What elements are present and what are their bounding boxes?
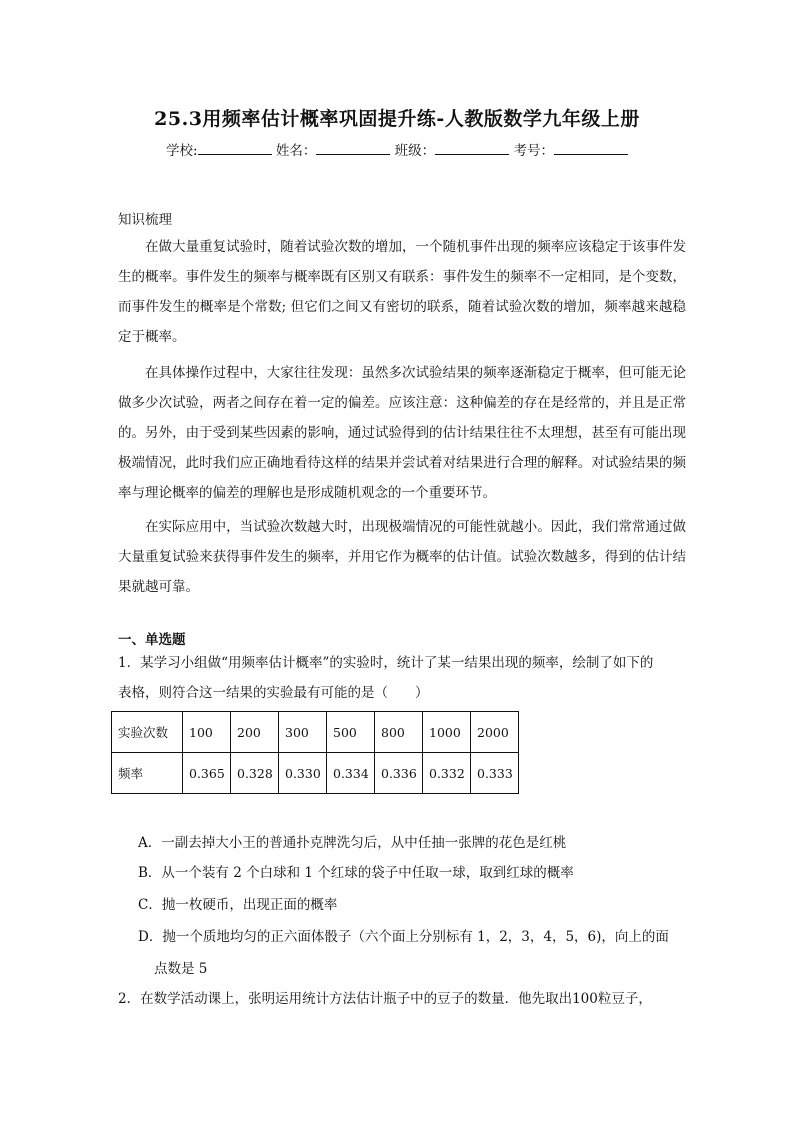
name-blank[interactable]	[316, 140, 390, 155]
name-label: 姓名：	[275, 143, 317, 159]
knowledge-heading: 知识梳理	[118, 212, 172, 228]
table-cell: 0.330	[279, 753, 327, 794]
table-cell: 0.328	[231, 753, 279, 794]
table-row	[112, 753, 519, 794]
table-cell: 0.336	[375, 753, 423, 794]
knowledge-paragraph-1: 在做大量重复试验时，随着试验次数的增加，一个随机事件出现的频率应该稳定于该事件发生的概率。事件发生的频率与概率既有区别又有联系：事件发生的频率不一定相同，是个变数，而事件发生的概率是个常数; 但它们之间又有密切的联系，随着试验次数的增加，频率越来越稳定于概率。	[118, 239, 686, 345]
table-cell: 2000	[471, 712, 519, 753]
table-cell: 0.334	[327, 753, 375, 794]
class-label: 班级：	[394, 143, 436, 159]
question-1-option-c[interactable]: C．抛一枚硬币，出现正面的概率	[138, 897, 338, 913]
table-cell: 0.333	[471, 753, 519, 794]
student-info-line	[0, 139, 794, 159]
question-2-line-1: 2．在数学活动课上，张明运用统计方法估计瓶子中的豆子的数量．他先取出100粒豆子，	[118, 991, 652, 1007]
question-1-line-1: 1．某学习小组做“用频率估计概率”的实验时，统计了某一结果出现的频率，绘制了如下的	[118, 655, 654, 671]
question-1-line-2: 表格，则符合这一结果的实验最有可能的是（ ）	[118, 685, 429, 701]
table-cell: 500	[327, 712, 375, 753]
question-1-option-a[interactable]: A．一副去掉大小王的普通扑克牌洗匀后，从中任抽一张牌的花色是红桃	[138, 835, 567, 851]
knowledge-paragraph-3: 在实际应用中，当试验次数越大时，出现极端情况的可能性就越小。因此，我们常常通过做大量重复试验来获得事件发生的频率，并用它作为概率的估计值。试验次数越多，得到的估计结果就越可靠。	[118, 519, 686, 595]
frequency-table	[111, 711, 519, 794]
table-cell: 0.365	[183, 753, 231, 794]
section-single-choice-heading: 一、单选题	[118, 632, 186, 648]
table-cell: 100	[183, 712, 231, 753]
table-header-frequency: 频率	[112, 753, 183, 794]
table-cell: 0.332	[423, 753, 471, 794]
question-1-option-d[interactable]: D．抛一个质地均匀的正六面体骰子（六个面上分别标有 1，2，3，4，5，6)，向上的面	[138, 929, 669, 945]
table-cell: 300	[279, 712, 327, 753]
school-label: 学校:	[166, 143, 198, 159]
knowledge-paragraph-2: 在具体操作过程中，大家往往发现：虽然多次试验结果的频率逐渐稳定于概率，但可能无论做多少次试验，两者之间存在着一定的偏差。应该注意：这种偏差的存在是经常的，并且是正常的。另外，由于受到某些因素的影响，通过试验得到的估计结果往往不太理想，甚至有可能出现极端情况，此时我们应正确地看待这样的结果并尝试着对结果进行合理的解释。对试验结果的频率与理论概率的偏差的理解也是形成随机观念的一个重要环节。	[118, 365, 686, 501]
number-blank[interactable]	[554, 140, 628, 155]
table-cell: 200	[231, 712, 279, 753]
question-1-option-d-continued: 点数是 5	[154, 961, 208, 977]
class-blank[interactable]	[435, 140, 509, 155]
table-header-trials: 实验次数	[112, 712, 183, 753]
worksheet-title: 25.3用频率估计概率巩固提升练-人教版数学九年级上册	[154, 108, 640, 130]
school-blank[interactable]	[198, 140, 272, 155]
question-1-option-b[interactable]: B．从一个装有 2 个白球和 1 个红球的袋子中任取一球，取到红球的概率	[138, 865, 574, 881]
table-cell: 800	[375, 712, 423, 753]
number-label: 考号：	[513, 143, 554, 159]
table-row	[112, 712, 519, 753]
table-cell: 1000	[423, 712, 471, 753]
